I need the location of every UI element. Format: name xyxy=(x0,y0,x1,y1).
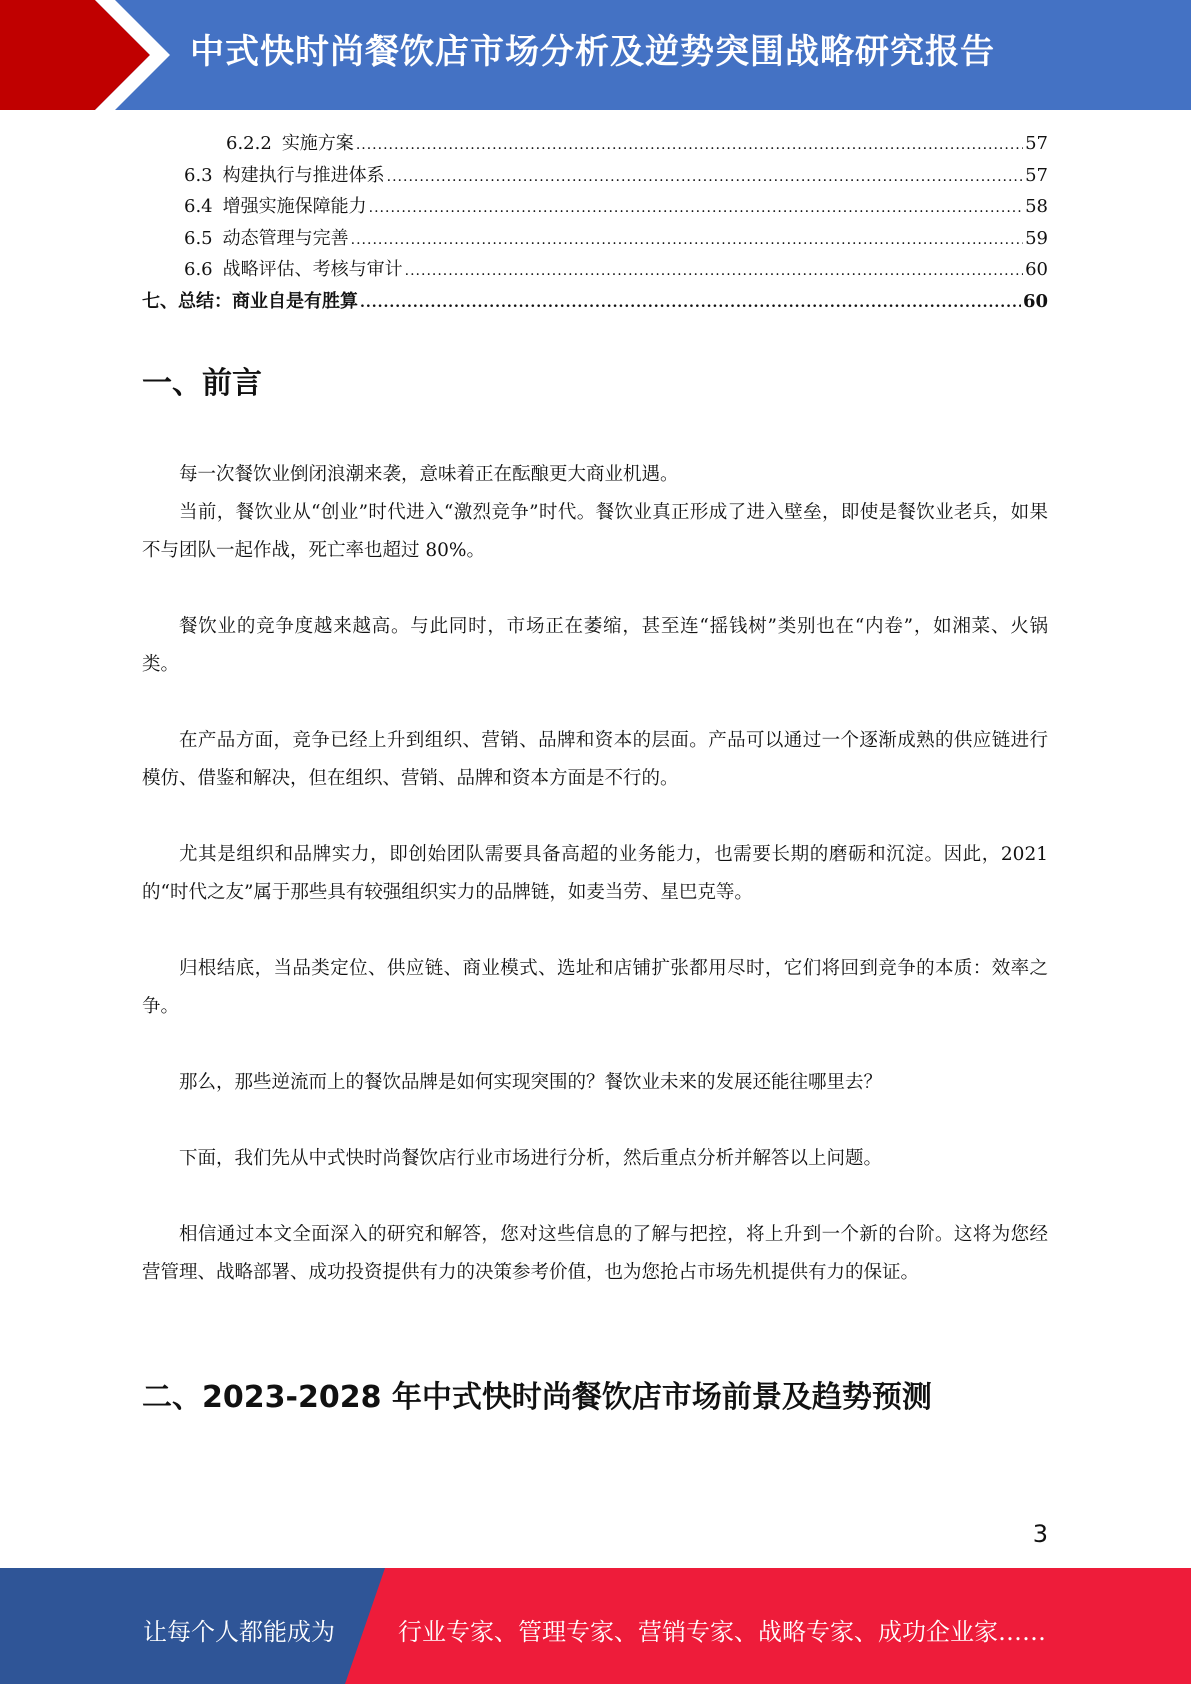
toc-entry-title: 构建执行与推进体系 xyxy=(222,164,385,186)
toc-entry-number: 6.2.2 xyxy=(226,133,272,154)
paragraph: 每一次餐饮业倒闭浪潮来袭，意味着正在酝酿更大商业机遇。 xyxy=(179,464,679,485)
toc-entry-number: 6.3 xyxy=(184,164,213,186)
toc-entry-number: 七、 xyxy=(142,290,178,312)
toc-entry-page: 57 xyxy=(1025,133,1048,154)
toc-entry-title: 实施方案 xyxy=(281,133,354,154)
toc-entry[interactable] xyxy=(142,128,1048,160)
footer-slogan-left: 让每个人都能成为 xyxy=(143,1618,335,1646)
toc-entry-number: 6.4 xyxy=(184,196,213,217)
toc-entry-page: 60 xyxy=(1022,290,1048,312)
toc-entry-page: 58 xyxy=(1025,196,1048,217)
toc-dot-leader xyxy=(369,193,1023,225)
page-header xyxy=(0,0,1191,110)
toc-entry[interactable] xyxy=(142,191,1048,223)
paragraph: 那么，那些逆流而上的餐饮品牌是如何实现突围的？餐饮业未来的发展还能往哪里去？ xyxy=(179,1072,883,1093)
paragraph: 归根结底，当品类定位、供应链、商业模式、选址和店铺扩张都用尽时，它们将回到竞争的本质：效率之争。 xyxy=(142,958,1048,1017)
paragraph: 餐饮业的竞争度越来越高。与此同时，市场正在萎缩，甚至连“摇钱树”类别也在“内卷”，如湘菜、火锅类。 xyxy=(142,616,1048,675)
footer-slogan-right: 行业专家、管理专家、营销专家、战略专家、成功企业家…… xyxy=(398,1618,1046,1646)
paragraph: 尤其是组织和品牌实力，即创始团队需要具备高超的业务能力，也需要长期的磨砺和沉淀。因此，2021 的“时代之友”属于那些具有较强组织实力的品牌链，如麦当劳、星巴克等。 xyxy=(142,844,1048,903)
toc-dot-leader xyxy=(360,288,1021,320)
toc-entry-number: 6.5 xyxy=(184,227,213,249)
paragraph: 在产品方面，竞争已经上升到组织、营销、品牌和资本的层面。产品可以通过一个逐渐成熟的供应链进行模仿、借鉴和解决，但在组织、营销、品牌和资本方面是不行的。 xyxy=(142,730,1048,789)
paragraph: 相信通过本文全面深入的研究和解答，您对这些信息的了解与把控，将上升到一个新的台阶。这将为您经营管理、战略部署、成功投资提供有力的决策参考价值，也为您抢占市场先机提供有力的保证。 xyxy=(142,1224,1048,1283)
toc-dot-leader xyxy=(351,225,1023,257)
toc-dot-leader xyxy=(387,162,1023,194)
toc-entry-page: 60 xyxy=(1025,259,1048,280)
paragraph: 下面，我们先从中式快时尚餐饮店行业市场进行分析，然后重点分析并解答以上问题。 xyxy=(179,1148,883,1169)
toc-entry-title: 总结：商业自是有胜算 xyxy=(178,290,358,312)
toc-entry-title: 增强实施保障能力 xyxy=(222,196,367,217)
toc-entry-title: 战略评估、考核与审计 xyxy=(222,259,403,280)
toc-entry[interactable] xyxy=(142,223,1048,255)
toc-entry[interactable] xyxy=(142,286,1048,318)
table-of-contents xyxy=(142,128,1048,317)
toc-entry[interactable] xyxy=(142,254,1048,286)
toc-entry-title: 动态管理与完善 xyxy=(222,227,349,249)
section-heading-preface: 一、前言 xyxy=(142,366,262,401)
header-title: 中式快时尚餐饮店市场分析及逆势突围战略研究报告 xyxy=(190,32,995,72)
toc-entry-number: 6.6 xyxy=(184,259,213,280)
toc-entry[interactable] xyxy=(142,160,1048,192)
section-heading-forecast: 二、2023-2028 年中式快时尚餐饮店市场前景及趋势预测 xyxy=(142,1380,932,1415)
paragraph: 当前，餐饮业从“创业”时代进入“激烈竞争”时代。餐饮业真正形成了进入壁垒，即使是餐饮业老兵，如果不与团队一起作战，死亡率也超过 80%。 xyxy=(142,502,1048,561)
toc-entry-page: 59 xyxy=(1025,227,1048,249)
preface-body xyxy=(142,456,1048,1292)
toc-entry-page: 57 xyxy=(1025,164,1048,186)
toc-dot-leader xyxy=(356,130,1023,162)
page-footer xyxy=(0,1568,1191,1684)
toc-dot-leader xyxy=(405,256,1023,288)
page-number: 3 xyxy=(1032,1520,1048,1548)
